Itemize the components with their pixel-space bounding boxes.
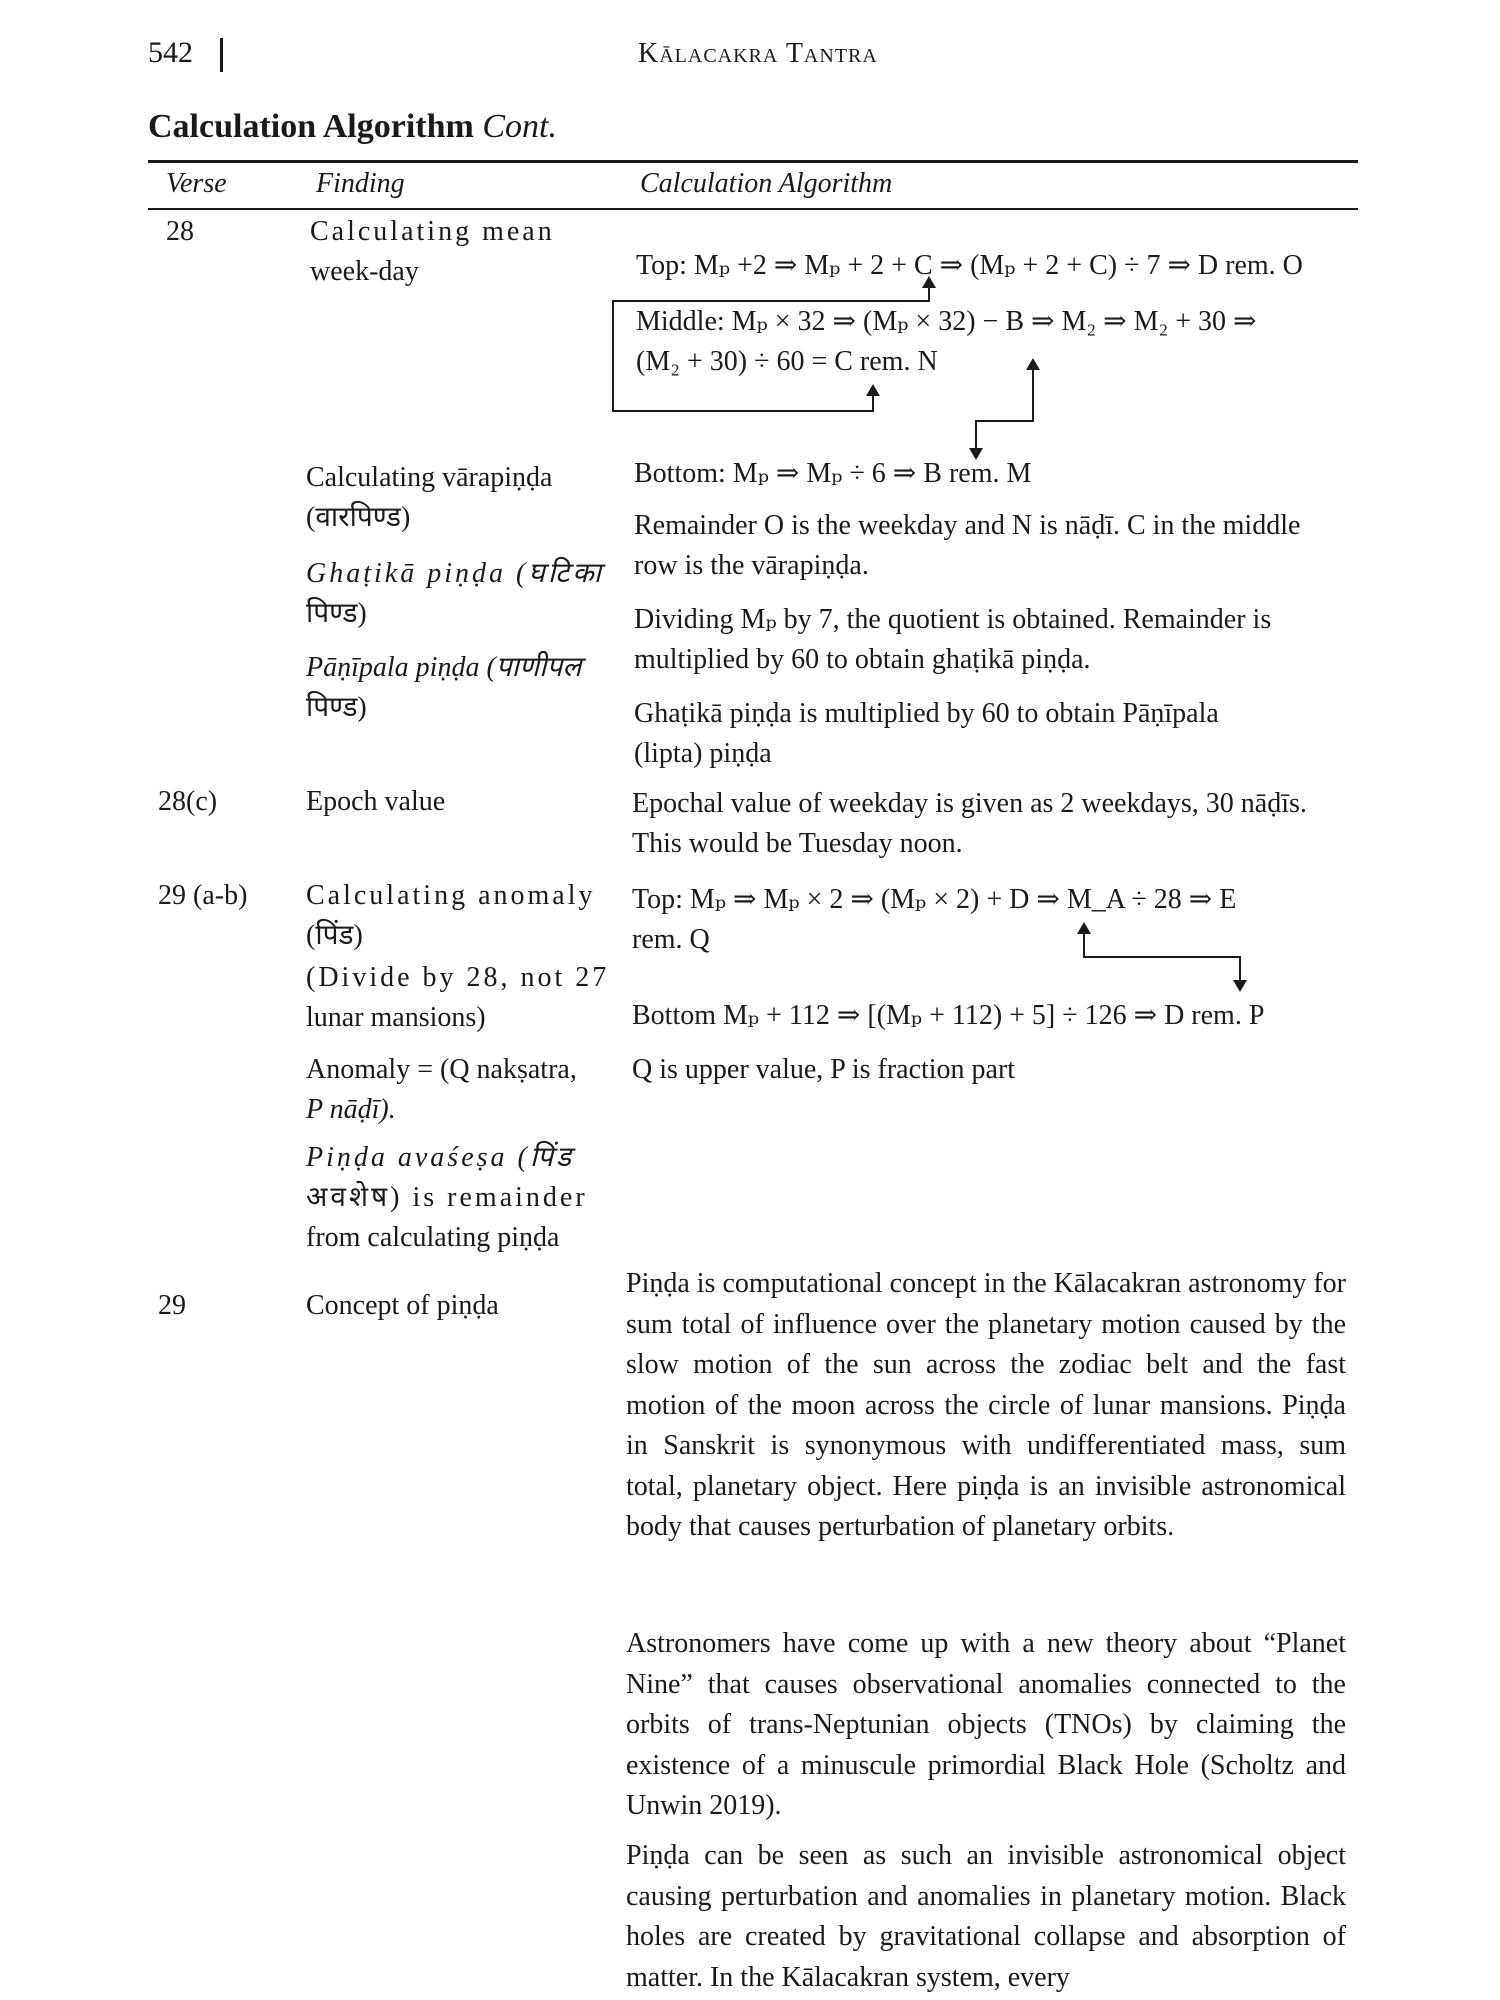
finding-panipala-line2: पिण्ड) <box>306 692 367 723</box>
formula-top-29ab-line1: Top: Mₚ ⇒ Mₚ × 2 ⇒ (Mₚ × 2) + D ⇒ M_A ÷ 28 ⇒ E <box>632 884 1237 915</box>
connector-left <box>612 300 614 412</box>
finding-29ab-line3: (Divide by 28, not 27 <box>306 962 610 993</box>
pinda-paragraph-1: Piṇḍa is computational concept in the Kālacakran astronomy for sum total of influence over the planetary motion caused by the slow motion of the sun across the zodiac belt and the fast motion of the moon across the circle of lunar mansions. Piṇḍa in Sanskrit is synonymous with undifferentiated mass, sum total, planetary object. Here piṇḍa is an invisible astronomical body that causes perturbation of planetary orbits. <box>626 1268 1347 1542</box>
finding-28c: Epoch value <box>306 786 446 817</box>
page-number: 542 <box>148 36 193 69</box>
d-connector-horizontal <box>1083 956 1241 958</box>
finding-anomaly-line2: P nāḍī). <box>306 1094 396 1125</box>
finding-29ab-line1: Calculating anomaly <box>306 880 596 911</box>
finding-pinda-avasesa-line3: from calculating piṇḍa <box>306 1222 560 1253</box>
column-header-finding: Finding <box>316 168 405 199</box>
remainder-text-line1: Remainder O is the weekday and N is nāḍī. C in the middle <box>634 510 1301 541</box>
header-divider <box>220 38 223 72</box>
page-header <box>148 36 1358 76</box>
epoch-text-line2: This would be Tuesday noon. <box>632 828 963 859</box>
finding-29ab-line2: (पिंड) <box>306 920 363 951</box>
arrow-up-to-d <box>1077 922 1091 934</box>
column-header-verse: Verse <box>166 168 227 199</box>
arrow-down-to-bottom-d <box>1233 980 1247 992</box>
verse-28: 28 <box>166 216 194 247</box>
finding-ghatika-line1: Ghaṭikā piṇḍa (घटिका <box>306 558 604 589</box>
table-top-rule <box>148 160 1358 163</box>
finding-varapinda-line1: Calculating vārapiṇḍa <box>306 462 553 493</box>
finding-varapinda-line2: (वारपिण्ड) <box>306 502 411 533</box>
section-title-main: Calculation Algorithm <box>148 108 474 145</box>
pinda-paragraph-3: Piṇḍa can be seen as such an invisible astronomical object causing perturbation and anomalies in planetary motion. Black holes are created by gravitational collapse and absorption of matter. In the Kālacakran system, every <box>626 1840 1346 1993</box>
column-header-algorithm: Calculation Algorithm <box>640 168 893 199</box>
formula-bottom-29ab: Bottom Mₚ + 112 ⇒ [(Mₚ + 112) + 5] ÷ 126 ⇒ D rem. P <box>632 1000 1265 1031</box>
section-title-suffix: Cont. <box>482 108 557 145</box>
arrow-up-to-top-c <box>922 276 936 288</box>
table-header-rule <box>148 208 1358 210</box>
arrow-up-to-c <box>866 384 880 396</box>
finding-28-line1: Calculating mean <box>310 216 555 247</box>
running-title: Kālacakra Tantra <box>638 38 878 69</box>
verse-29ab: 29 (a-b) <box>158 880 248 911</box>
formula-top-29ab-line2: rem. Q <box>632 924 710 955</box>
finding-28-line2: week-day <box>310 256 419 287</box>
formula-middle-28-line1: Middle: Mₚ × 32 ⇒ (Mₚ × 32) − B ⇒ M₂ ⇒ M₂ + 30 ⇒ <box>636 306 1257 337</box>
finding-pinda-avasesa-line1: Piṇḍa avaśeṣa (पिंड <box>306 1142 574 1173</box>
b-connector-down <box>975 420 977 450</box>
pinda-paragraph-2: Astronomers have come up with a new theory about “Planet Nine” that causes observational anomalies connected to the orbits of trans-Neptunian objects (TNOs) by claiming the existence of a minuscule primordial Black Hole (Scholtz and Unwin 2019). <box>626 1628 1346 1821</box>
remainder-text-line2: row is the vārapiṇḍa. <box>634 550 869 581</box>
ghatika-mult-line1: Ghaṭikā piṇḍa is multiplied by 60 to obtain Pāṇīpala <box>634 698 1219 729</box>
formula-top-28: Top: Mₚ +2 ⇒ Mₚ + 2 + C ⇒ (Mₚ + 2 + C) ÷ 7 ⇒ D rem. O <box>636 250 1303 281</box>
d-connector-up-stem <box>1083 930 1085 958</box>
dividing-text-line2: multiplied by 60 to obtain ghaṭikā piṇḍa. <box>634 644 1091 675</box>
verse-28c: 28(c) <box>158 786 218 817</box>
finding-pinda-avasesa-line2: अवशेष) is remainder <box>306 1182 588 1213</box>
finding-anomaly-line1: Anomaly = (Q nakṣatra, <box>306 1054 577 1085</box>
section-title <box>148 108 557 146</box>
b-connector-horizontal <box>975 420 1034 422</box>
formula-bottom-28: Bottom: Mₚ ⇒ Mₚ ÷ 6 ⇒ B rem. M <box>634 458 1032 489</box>
formula-middle-28-line2: (M₂ + 30) ÷ 60 = C rem. N <box>636 346 938 377</box>
connector-bottom <box>612 410 874 412</box>
dividing-text-line1: Dividing Mₚ by 7, the quotient is obtained. Remainder is <box>634 604 1272 635</box>
finding-ghatika-line2: पिण्ड) <box>306 598 367 629</box>
verse-29: 29 <box>158 1290 186 1321</box>
epoch-text-line1: Epochal value of weekday is given as 2 weekdays, 30 nāḍīs. <box>632 788 1307 819</box>
finding-29: Concept of piṇḍa <box>306 1290 499 1321</box>
finding-29ab-line4: lunar mansions) <box>306 1002 486 1033</box>
q-upper-text: Q is upper value, P is fraction part <box>632 1054 1016 1085</box>
arrow-up-to-b <box>1026 358 1040 370</box>
d-connector-down-stem <box>1239 956 1241 982</box>
finding-panipala-line1: Pāṇīpala piṇḍa (पाणीपल <box>306 652 582 683</box>
ghatika-mult-line2: (lipta) piṇḍa <box>634 738 772 769</box>
b-connector-vertical <box>1032 366 1034 422</box>
